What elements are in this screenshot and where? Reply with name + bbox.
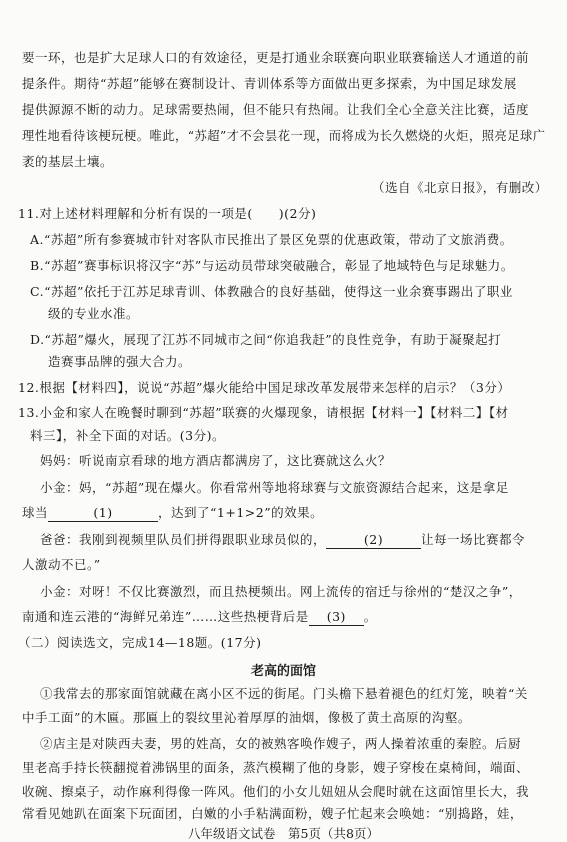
answer-blank-3[interactable]: (3) bbox=[309, 609, 364, 626]
dialog-jin-1: 小金：妈，“苏超”现在爆火。你看常州等地将球赛与文旅资源结合起来，这是拿足 bbox=[40, 480, 509, 495]
page-footer: 八年级语文试卷 第5页（共8页） bbox=[188, 826, 379, 841]
passage-line-2: 提条件。期待“苏超”能够在赛制设计、青训体系等方面做出更多探索，为中国足球发展 bbox=[22, 76, 517, 91]
dialog-dad-1 bbox=[40, 532, 525, 549]
passage-source: （选自《北京日报》，有删改） bbox=[372, 180, 548, 195]
q12-stem: 12.根据【材料四】，说说“苏超”爆火能给中国足球改革发展带来怎样的启示？（3分） bbox=[18, 380, 511, 395]
dialog-jin-2-pre: 球当 bbox=[22, 505, 49, 520]
dialog-jin-4-post: 。 bbox=[363, 609, 377, 624]
passage-line-3: 提供源源不断的动力。足球需要热闹，但不能只有热闹。让我们全心全意关注比赛，适度 bbox=[22, 102, 530, 117]
q11-option-a: A.“苏超”所有参赛城市针对客队市民推出了景区免票的优惠政策，带动了文旅消费。 bbox=[30, 232, 513, 247]
q13-stem-1: 13.小金和家人在晚餐时聊到“苏超”联赛的火爆现象，请根据【材料一】【材料二】【材 bbox=[18, 405, 509, 420]
q11-stem: 11.对上述材料理解和分析有误的一项是( )(2分) bbox=[18, 206, 317, 221]
q11-option-c-2: 级的专业水准。 bbox=[48, 306, 140, 321]
essay-p2-line-2: 里老高手持长筷翻搅着沸锅里的面条，蒸汽模糊了他的身影，嫂子穿梭在桌椅间，端面、 bbox=[22, 760, 530, 775]
q11-option-d-1: D.“苏超”爆火，展现了江苏不同城市之间“你追我赶”的良性竞争，有助于凝聚起打 bbox=[30, 332, 502, 347]
essay-title: 老高的面馆 bbox=[250, 664, 316, 679]
essay-p2-line-3: 收碗、擦桌子，动作麻利得像一阵风。他们的小女儿妞妞从会爬时就在这面馆里长大，我 bbox=[22, 784, 530, 799]
dialog-dad-1-post: 让每一场比赛都令 bbox=[421, 532, 526, 547]
dialog-dad-2: 人激动不已。” bbox=[22, 557, 101, 572]
dialog-jin-2-post: ，达到了“1+1>2”的效果。 bbox=[158, 505, 324, 520]
dialog-jin-4-pre: 南通和连云港的“海鲜兄弟连”……这些热梗背后是 bbox=[22, 609, 309, 624]
q13-stem-2: 料三】，补全下面的对话。(3分)。 bbox=[30, 428, 225, 443]
dialog-jin-4 bbox=[22, 609, 377, 626]
q11-option-b: B.“苏超”赛事标识将汉字“苏”与运动员带球突破融合，彰显了地域特色与足球魅力。 bbox=[30, 258, 514, 273]
essay-p1-line-2: 中手工面”的木匾。那匾上的裂纹里沁着厚厚的油烟，像极了黄土高原的沟壑。 bbox=[22, 710, 471, 725]
dialog-dad-1-pre: 爸爸：我刚到视频里队员们拼得跟职业球员似的， bbox=[40, 532, 327, 547]
essay-p2-line-1: ②店主是对陕西夫妻，男的姓高，女的被熟客唤作嫂子，两人操着浓重的秦腔。后厨 bbox=[40, 736, 522, 751]
passage-line-5: 袤的基层土壤。 bbox=[22, 154, 114, 169]
passage-line-1: 要一环，也是扩大足球人口的有效途径，更是打通业余联赛向职业联赛输送人才通道的前 bbox=[22, 50, 530, 65]
dialog-jin-3: 小金：对呀！不仅比赛激烈，而且热梗频出。网上流传的宿迁与徐州的“楚汉之争”， bbox=[40, 584, 522, 599]
q11-option-d-2: 造赛事品牌的强大合力。 bbox=[48, 354, 192, 369]
dialog-mom: 妈妈：听说南京看球的地方酒店都满房了，这比赛就这么火？ bbox=[40, 453, 392, 468]
answer-blank-2[interactable]: (2) bbox=[326, 532, 421, 549]
essay-p2-line-4: 常看见她趴在面案下玩面团，白嫩的小手粘满面粉，嫂子忙起来会唤她：“别捣路，娃， bbox=[22, 806, 523, 821]
q11-option-c-1: C.“苏超”依托于江苏足球青训、体教融合的良好基础，使得这一业余赛事踢出了职业 bbox=[30, 284, 513, 299]
passage-line-4: 理性地看待该梗玩梗。唯此，“苏超”才不会昙花一现，而将成为长久燃烧的火炬，照亮足球广 bbox=[22, 129, 546, 143]
answer-blank-1[interactable]: (1) bbox=[48, 505, 158, 522]
section-2-heading: （二）阅读选文，完成14—18题。(17分) bbox=[18, 635, 262, 650]
essay-p1-line-1: ①我常去的那家面馆就藏在离小区不远的街尾。门头檐下悬着褪色的红灯笼，映着“关 bbox=[40, 686, 528, 701]
dialog-jin-2 bbox=[22, 505, 323, 522]
